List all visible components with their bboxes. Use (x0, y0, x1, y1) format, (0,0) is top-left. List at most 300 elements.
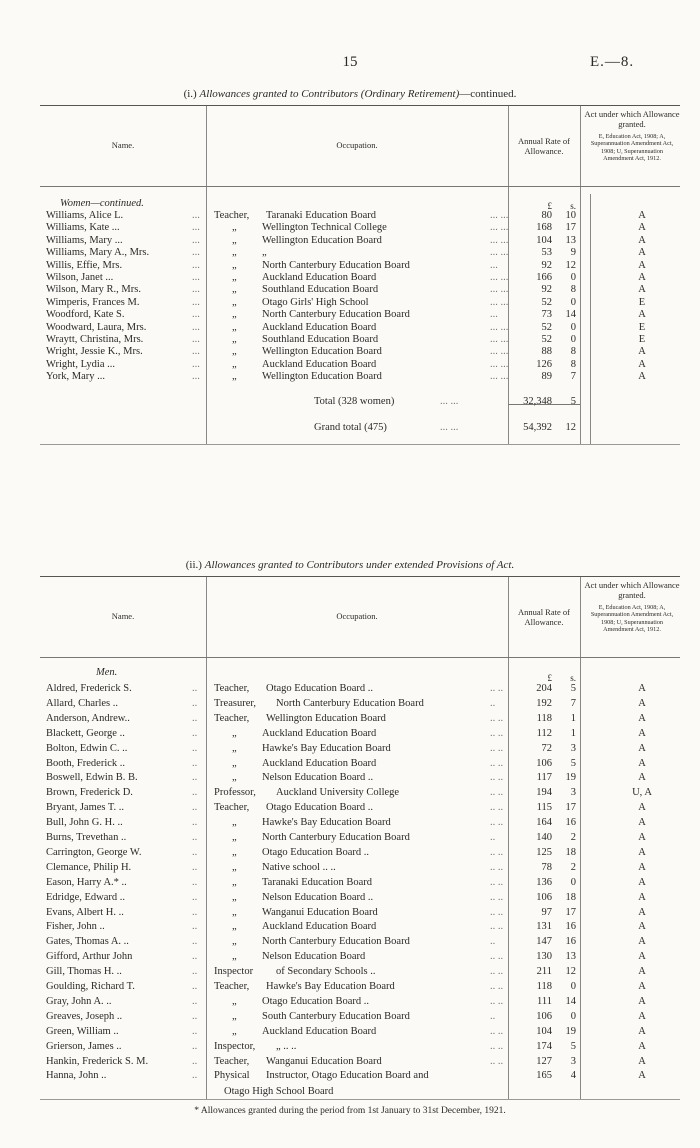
table-row (40, 921, 680, 933)
table1-caption-suffix: —continued. (459, 88, 517, 100)
row-act: A (638, 891, 646, 903)
row-occupation-prefix: Physical (214, 1070, 250, 1082)
row-shillings: 3 (570, 1055, 576, 1067)
row-leader-dots-2: ... ... (490, 371, 509, 383)
table-row (40, 862, 680, 874)
row-leader-dots: ... (192, 222, 200, 234)
table-row (40, 951, 680, 963)
row-leader-dots-2: .. .. (490, 906, 504, 918)
row-ditto-mark: „ (232, 757, 237, 769)
row-leader-dots: ... (192, 358, 200, 370)
table-row (40, 847, 680, 859)
row-shillings: 19 (565, 1025, 576, 1037)
row-act: A (638, 284, 646, 296)
row-leader-dots-2: .. .. (490, 861, 504, 873)
row-pounds: 204 (536, 683, 552, 694)
row-pounds: 80 (541, 210, 552, 221)
col-act-header-2: Act under which Allowance granted. (584, 580, 680, 600)
row-ditto-mark: „ (232, 876, 237, 888)
row-occupation: Otago Education Board .. (266, 683, 374, 694)
table-row (40, 877, 680, 889)
row-leader-dots-2: ... (490, 259, 498, 271)
row-leader-dots-2: .. .. (490, 757, 504, 769)
row-name: Gifford, Arthur John (46, 951, 133, 963)
row-pounds: 118 (536, 981, 552, 992)
row-leader-dots-2: .. .. (490, 876, 504, 888)
row-leader-dots: .. (192, 876, 198, 888)
table-row (40, 235, 680, 247)
row-pounds: 127 (536, 1055, 552, 1067)
section-subhead: Women—continued. (60, 198, 144, 209)
row-pounds: 73 (541, 309, 552, 321)
row-ditto-mark: „ (232, 727, 237, 739)
grand-total-row (40, 422, 680, 434)
row-ditto-mark: „ (232, 1010, 237, 1022)
col-rate-header: Annual Rate of Allowance. (518, 136, 570, 156)
row-name: Green, William .. (46, 1025, 119, 1037)
row-shillings: 17 (565, 802, 576, 814)
row-occupation-prefix: Teacher, (214, 210, 250, 221)
row-act: A (638, 876, 646, 888)
row-pounds: 174 (536, 1040, 552, 1052)
table-row (40, 996, 680, 1008)
row-leader-dots: ... (192, 296, 200, 308)
row-occupation: North Canterbury Education Board (276, 697, 424, 709)
row-pounds: 164 (536, 817, 552, 829)
row-pounds: 52 (541, 296, 552, 308)
row-leader-dots-2: .. .. (490, 995, 504, 1007)
row-occupation: Wellington Technical College (262, 222, 387, 234)
row-name: Woodward, Laura, Mrs. (46, 321, 147, 333)
table-row (40, 817, 680, 829)
row-act: A (638, 995, 646, 1007)
table1-caption-prefix: (i.) (183, 88, 197, 100)
table-row (40, 371, 680, 383)
row-pounds: 106 (536, 1010, 552, 1022)
row-shillings: 0 (570, 334, 576, 345)
table-row (40, 683, 680, 695)
row-name: Gray, John A. .. (46, 995, 112, 1007)
table-row (40, 1026, 680, 1038)
row-leader-dots-2: .. .. (490, 817, 504, 829)
col-rate-header-2: Annual Rate of Allowance. (518, 607, 570, 627)
row-occupation: North Canterbury Education Board (262, 936, 410, 948)
row-name: Aldred, Frederick S. (46, 683, 132, 694)
row-leader-dots: .. (192, 757, 198, 769)
row-act: A (638, 272, 646, 283)
row-shillings: 19 (565, 772, 576, 784)
row-occupation-prefix: Teacher, (214, 712, 250, 724)
row-occupation: Auckland Education Board (262, 272, 377, 283)
row-shillings: 14 (565, 995, 576, 1007)
row-ditto-mark: „ (232, 284, 237, 296)
row-occupation: Nelson Education Board .. (262, 772, 374, 784)
row-occupation: Native school .. .. (262, 861, 336, 873)
row-act: A (638, 727, 646, 739)
row-name: Bull, John G. H. .. (46, 817, 123, 829)
row-occupation-prefix: Inspector, (214, 1040, 256, 1052)
row-occupation: Auckland Education Board (262, 358, 377, 370)
row-pounds: 192 (536, 697, 552, 709)
row-occupation: „ .. .. (276, 1040, 297, 1052)
row-leader-dots: ... (192, 371, 200, 383)
row-leader-dots: ... (192, 309, 200, 321)
row-act: A (638, 951, 646, 963)
row-shillings: 8 (570, 358, 576, 370)
row-act: A (638, 697, 646, 709)
row-leader-dots: .. (192, 951, 198, 963)
row-ditto-mark: „ (232, 222, 237, 234)
row-occupation: Auckland Education Board (262, 321, 377, 333)
row-shillings: 17 (565, 222, 576, 234)
table2-caption-prefix: (ii.) (185, 559, 202, 571)
row-ditto-mark: „ (232, 817, 237, 829)
row-occupation: Wellington Education Board (262, 346, 382, 358)
row-leader-dots: ... (192, 234, 200, 246)
row-shillings: 16 (565, 936, 576, 948)
row-pounds: 92 (541, 284, 552, 296)
row-pounds: 194 (536, 787, 552, 799)
table-row (40, 698, 680, 710)
row-name: Williams, Mary A., Mrs. (46, 247, 150, 259)
table-row (40, 322, 680, 334)
row-name: Willis, Effie, Mrs. (46, 259, 123, 271)
row-continuation-text: Otago High School Board (224, 1086, 334, 1097)
row-leader-dots: .. (192, 802, 198, 814)
row-leader-dots-2: .. .. (490, 727, 504, 739)
row-leader-dots-2: .. .. (490, 802, 504, 814)
row-pounds: 112 (536, 727, 552, 739)
row-act: A (638, 1010, 646, 1022)
row-shillings: 13 (565, 234, 576, 246)
table-row (40, 272, 680, 284)
row-ditto-mark: „ (232, 995, 237, 1007)
table-row (40, 758, 680, 770)
row-ditto-mark: „ (232, 832, 237, 843)
grand-total-dots: ... ... (440, 422, 459, 433)
table-row (40, 260, 680, 272)
table-row (40, 1070, 680, 1082)
grand-total-label: Grand total (475) (314, 422, 387, 433)
row-pounds: 118 (536, 712, 552, 724)
row-act: A (638, 757, 646, 769)
row-pounds: 115 (536, 802, 552, 814)
row-occupation: Taranaki Education Board (266, 210, 377, 221)
row-shillings: 5 (570, 757, 576, 769)
total-row (40, 396, 680, 408)
grand-total-shillings: 12 (565, 422, 576, 433)
row-pounds: 53 (541, 247, 552, 259)
row-leader-dots-2: ... ... (490, 222, 509, 234)
row-leader-dots: ... (192, 259, 200, 271)
row-shillings: 18 (565, 846, 576, 858)
row-leader-dots: .. (192, 906, 198, 918)
row-act: E (638, 296, 646, 308)
row-name: Evans, Albert H. .. (46, 906, 124, 918)
row-leader-dots-2: .. (490, 832, 496, 843)
row-occupation: of Secondary Schools .. (276, 966, 376, 978)
row-occupation: Hawke's Bay Education Board (262, 742, 391, 754)
row-occupation: Wellington Education Board (266, 712, 386, 724)
table1-caption (0, 88, 700, 100)
table-row (40, 359, 680, 371)
row-occupation: Otago Girls' High School (262, 296, 369, 308)
table-row (40, 802, 680, 814)
row-occupation: South Canterbury Education Board (262, 1010, 410, 1022)
section-subhead-2: Men. (96, 667, 118, 678)
table-row-continuation (40, 1086, 680, 1098)
row-leader-dots-2: .. .. (490, 1040, 504, 1052)
table-row (40, 309, 680, 321)
row-leader-dots: .. (192, 772, 198, 784)
total-shillings: 5 (570, 396, 576, 407)
row-name: Hankin, Frederick S. M. (46, 1055, 149, 1067)
row-occupation: Instructor, Otago Education Board and (266, 1070, 429, 1082)
row-leader-dots-2: .. .. (490, 981, 504, 992)
row-name: Fisher, John .. (46, 921, 105, 933)
row-shillings: 2 (570, 832, 576, 843)
row-occupation: North Canterbury Education Board (262, 259, 410, 271)
row-shillings: 1 (570, 712, 576, 724)
row-pounds: 106 (536, 757, 552, 769)
row-act: A (638, 259, 646, 271)
row-act: A (638, 247, 646, 259)
row-leader-dots: .. (192, 742, 198, 754)
row-shillings: 13 (565, 951, 576, 963)
row-leader-dots-2: ... (490, 309, 498, 321)
row-leader-dots-2: ... ... (490, 296, 509, 308)
table-row (40, 210, 680, 222)
row-occupation-prefix: Professor, (214, 787, 256, 799)
row-leader-dots-2: .. .. (490, 712, 504, 724)
row-occupation-prefix: Teacher, (214, 1055, 250, 1067)
col-act-header: Act under which Allowance granted. (584, 109, 680, 129)
row-occupation: Southland Education Board (262, 334, 379, 345)
row-name: Bryant, James T. .. (46, 802, 125, 814)
table-row (40, 713, 680, 725)
row-leader-dots-2: ... ... (490, 234, 509, 246)
row-shillings: 14 (565, 309, 576, 321)
row-ditto-mark: „ (232, 861, 237, 873)
row-act: A (638, 742, 646, 754)
row-occupation-prefix: Teacher, (214, 683, 250, 694)
row-ditto-mark: „ (232, 234, 237, 246)
row-act: A (638, 210, 646, 221)
table2-caption-title: Allowances granted to Contributors under extended Provisions of Act. (204, 559, 515, 571)
row-pounds: 168 (536, 222, 552, 234)
row-shillings: 8 (570, 284, 576, 296)
row-act: A (638, 371, 646, 383)
row-pounds: 140 (536, 832, 552, 843)
table-row (40, 892, 680, 904)
row-ditto-mark: „ (232, 921, 237, 933)
row-leader-dots: .. (192, 861, 198, 873)
row-name: Greaves, Joseph .. (46, 1010, 123, 1022)
row-occupation: North Canterbury Education Board (262, 832, 410, 843)
row-occupation: Wanganui Education Board (266, 1055, 382, 1067)
row-name: Williams, Alice L. (46, 210, 124, 221)
row-name: York, Mary ... (46, 371, 106, 383)
row-act: E (638, 334, 646, 345)
row-pounds: 147 (536, 936, 552, 948)
row-leader-dots-2: .. .. (490, 742, 504, 754)
row-shillings: 1 (570, 727, 576, 739)
row-leader-dots: .. (192, 697, 198, 709)
table-row (40, 297, 680, 309)
row-occupation: Otago Education Board .. (262, 846, 370, 858)
footnote: * Allowances granted during the period from 1st January to 31st December, 1921. (194, 1106, 506, 1116)
row-name: Wilson, Mary R., Mrs. (46, 284, 141, 296)
row-name: Wimperis, Frances M. (46, 296, 140, 308)
row-pounds: 88 (541, 346, 552, 358)
row-ditto-mark: „ (232, 846, 237, 858)
row-act: A (638, 921, 646, 933)
row-occupation-prefix: Treasurer, (214, 697, 257, 709)
row-name: Anderson, Andrew.. (46, 712, 130, 724)
row-leader-dots: ... (192, 272, 200, 283)
row-occupation: Otago Education Board .. (266, 802, 374, 814)
row-act: A (638, 1025, 646, 1037)
row-act: A (638, 1055, 646, 1067)
page-number: 15 (342, 54, 358, 70)
row-occupation: Otago Education Board .. (262, 995, 370, 1007)
row-leader-dots: .. (192, 936, 198, 948)
row-leader-dots-2: ... ... (490, 358, 509, 370)
row-leader-dots: ... (192, 284, 200, 296)
row-pounds: 125 (536, 846, 552, 858)
row-ditto-mark: „ (232, 951, 237, 963)
table1 (40, 105, 680, 445)
table1-caption-title: Allowances granted to Contributors (Ordinary Retirement) (199, 88, 460, 100)
row-shillings: 17 (565, 906, 576, 918)
row-pounds: 72 (541, 742, 552, 754)
row-pounds: 166 (536, 272, 552, 283)
row-shillings: 12 (565, 966, 576, 978)
row-act: A (638, 346, 646, 358)
row-act: U, A (632, 787, 652, 799)
row-leader-dots: .. (192, 1010, 198, 1022)
row-occupation: Wellington Education Board (262, 234, 382, 246)
col-act-note-2: E, Education Act, 1908; A, Superannuation Amendment Act, 1908; U, Superannuation Amendment Act, 1912. (590, 604, 674, 634)
row-ditto-mark: „ (232, 272, 237, 283)
row-ditto-mark: „ (232, 371, 237, 383)
row-leader-dots-2: .. (490, 697, 496, 709)
row-pounds: 78 (541, 861, 552, 873)
row-leader-dots-2: .. .. (490, 951, 504, 963)
row-shillings: 5 (570, 1040, 576, 1052)
row-shillings: 0 (570, 876, 576, 888)
page-reference: E.—8. (590, 54, 635, 70)
row-act: A (638, 712, 646, 724)
row-shillings: 16 (565, 817, 576, 829)
table-row (40, 907, 680, 919)
grand-total-pounds: 54,392 (523, 422, 552, 433)
row-occupation-prefix: Teacher, (214, 802, 250, 814)
row-name: Booth, Frederick .. (46, 757, 126, 769)
row-shillings: 0 (570, 321, 576, 333)
table-row (40, 981, 680, 993)
row-name: Hanna, John .. (46, 1070, 107, 1082)
row-ditto-mark: „ (232, 742, 237, 754)
row-leader-dots: ... (192, 334, 200, 345)
row-ditto-mark: „ (232, 906, 237, 918)
row-name: Grierson, James .. (46, 1040, 122, 1052)
row-name: Wilson, Janet ... (46, 272, 114, 283)
row-act: A (638, 234, 646, 246)
row-shillings: 18 (565, 891, 576, 903)
row-pounds: 104 (536, 234, 552, 246)
row-act: A (638, 683, 646, 694)
col-name-header-2: Name. (111, 611, 135, 621)
row-leader-dots-2: .. .. (490, 846, 504, 858)
row-leader-dots-2: .. (490, 936, 496, 948)
row-leader-dots: ... (192, 210, 200, 221)
row-shillings: 0 (570, 1010, 576, 1022)
row-act: A (638, 817, 646, 829)
row-pounds: 97 (541, 906, 552, 918)
row-ditto-mark: „ (232, 296, 237, 308)
row-act: A (638, 309, 646, 321)
row-act: A (638, 981, 646, 992)
total-dots: ... ... (440, 396, 459, 407)
row-act: A (638, 936, 646, 948)
row-shillings: 9 (570, 247, 576, 259)
row-ditto-mark: „ (232, 321, 237, 333)
row-leader-dots: .. (192, 787, 198, 799)
row-leader-dots-2: .. .. (490, 1025, 504, 1037)
row-leader-dots: .. (192, 1055, 198, 1067)
row-shillings: 2 (570, 861, 576, 873)
row-leader-dots: .. (192, 921, 198, 933)
row-leader-dots: .. (192, 817, 198, 829)
total-pounds: 32,348 (523, 396, 552, 407)
row-occupation: Wanganui Education Board (262, 906, 378, 918)
row-occupation: Auckland Education Board (262, 1025, 377, 1037)
row-ditto-mark: „ (232, 346, 237, 358)
row-pounds: 165 (536, 1070, 552, 1082)
row-occupation: Hawke's Bay Education Board (266, 981, 395, 992)
row-name: Gill, Thomas H. .. (46, 966, 122, 978)
row-pounds: 117 (536, 772, 552, 784)
row-shillings: 0 (570, 981, 576, 992)
row-name: Wraytt, Christina, Mrs. (46, 334, 144, 345)
row-ditto-mark: „ (232, 259, 237, 271)
row-leader-dots: .. (192, 966, 198, 978)
row-name: Clemance, Philip H. (46, 861, 132, 873)
row-name: Brown, Frederick D. (46, 787, 133, 799)
row-leader-dots: .. (192, 1070, 198, 1082)
row-pounds: 126 (536, 358, 552, 370)
row-leader-dots-2: ... ... (490, 284, 509, 296)
table-row (40, 966, 680, 978)
table-row (40, 284, 680, 296)
row-pounds: 136 (536, 876, 552, 888)
table-row (40, 346, 680, 358)
row-occupation: Nelson Education Board .. (262, 891, 374, 903)
row-shillings: 3 (570, 742, 576, 754)
row-act: A (638, 358, 646, 370)
row-shillings: 0 (570, 296, 576, 308)
row-act: A (638, 772, 646, 784)
row-pounds: 52 (541, 334, 552, 345)
row-name: Williams, Mary ... (46, 234, 123, 246)
table-row (40, 222, 680, 234)
row-name: Wright, Lydia ... (46, 358, 115, 370)
unit-shilling-2: s. (570, 673, 576, 683)
col-occupation-header: Occupation. (336, 140, 378, 150)
row-shillings: 3 (570, 787, 576, 799)
row-ditto-mark: „ (232, 1025, 237, 1037)
